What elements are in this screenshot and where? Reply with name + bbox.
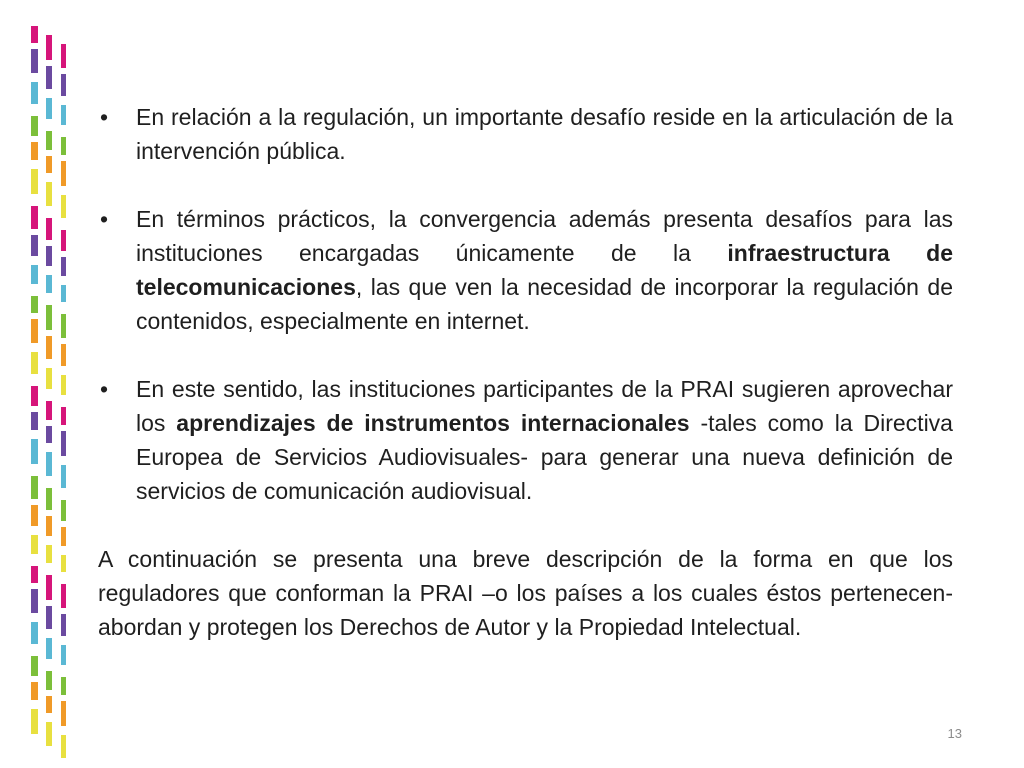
color-strip (46, 131, 52, 150)
color-strip (46, 606, 52, 629)
color-strip (46, 516, 52, 536)
color-strip (31, 535, 38, 554)
bullet-text: -tales como la Directiva Europea de Servicios Audiovisuales- para generar una nueva definición de servicios de comunicación audiovisual. (136, 410, 953, 504)
color-strip (46, 275, 52, 293)
color-strip (31, 26, 38, 43)
color-strip (31, 412, 38, 430)
color-strip (31, 505, 38, 526)
color-strip (61, 407, 66, 425)
bullet-text: En este sentido, las instituciones participantes de la PRAI sugieren aprovechar los (136, 376, 953, 436)
slide-body (98, 100, 953, 644)
color-strip (31, 589, 38, 613)
color-strip (46, 35, 52, 60)
color-strip (61, 195, 66, 218)
color-strip (61, 105, 66, 125)
color-strip (46, 488, 52, 510)
color-strip (31, 656, 38, 676)
color-strip (31, 235, 38, 256)
bullet-text: , las que ven la necesidad de incorporar la regulación de contenidos, especialmente en internet. (136, 274, 953, 334)
color-strip (46, 426, 52, 443)
bullet-item (98, 202, 953, 338)
bullet-emphasis: infraestructura de telecomunicaciones (136, 240, 953, 300)
color-strip (61, 735, 66, 758)
color-strip (46, 368, 52, 389)
color-strip (31, 439, 38, 464)
color-strip (61, 285, 66, 302)
color-strip (31, 142, 38, 160)
bullet-emphasis: aprendizajes de instrumentos internacionales (176, 410, 690, 436)
decorative-color-strips (0, 0, 80, 768)
color-strip (61, 645, 66, 665)
color-strip (61, 614, 66, 636)
color-strip (46, 218, 52, 240)
color-strip (46, 452, 52, 476)
color-strip (46, 575, 52, 600)
color-strip (46, 66, 52, 89)
closing-paragraph: A continuación se presenta una breve descripción de la forma en que los reguladores que conforman la PRAI –o los países a los cuales éstos pertenecen- abordan y protegen los Derechos de Autor y la Propiedad Intelectual. (98, 546, 953, 640)
color-strip (31, 296, 38, 313)
color-strip (31, 319, 38, 343)
color-strip (61, 257, 66, 276)
color-strip (46, 182, 52, 206)
color-strip (61, 74, 66, 96)
bullet-list (98, 100, 953, 508)
color-strip (31, 682, 38, 700)
color-strip (61, 137, 66, 155)
color-strip (46, 305, 52, 330)
color-strip (46, 336, 52, 359)
color-strip (61, 44, 66, 68)
color-strip (31, 169, 38, 194)
slide-number: 13 (947, 726, 962, 741)
color-strip (61, 375, 66, 395)
color-strip (61, 677, 66, 695)
color-strip (31, 116, 38, 136)
color-strip (46, 156, 52, 173)
color-strip (31, 352, 38, 374)
color-strip (61, 344, 66, 366)
color-strip (31, 49, 38, 73)
color-strip (61, 431, 66, 456)
color-strip (31, 709, 38, 734)
color-strip (46, 401, 52, 420)
color-strip (61, 161, 66, 186)
bullet-item (98, 100, 953, 168)
bullet-text: En relación a la regulación, un importante desafío reside en la articulación de la intervención pública. (136, 104, 953, 164)
color-strip (31, 265, 38, 284)
color-strip (46, 638, 52, 659)
color-strip (46, 98, 52, 119)
color-strip (31, 622, 38, 644)
color-strip (46, 696, 52, 713)
color-strip (31, 82, 38, 104)
color-strip (31, 566, 38, 583)
color-strip (61, 500, 66, 521)
color-strip (31, 386, 38, 406)
color-strip (61, 230, 66, 251)
color-strip (46, 671, 52, 690)
bullet-item (98, 372, 953, 508)
color-strip (31, 206, 38, 229)
color-strip (61, 465, 66, 488)
color-strip (61, 584, 66, 608)
color-strip (46, 722, 52, 746)
color-strip (61, 314, 66, 338)
color-strip (46, 246, 52, 266)
bullet-text: En términos prácticos, la convergencia además presenta desafíos para las instituciones encargadas únicamente de la (136, 206, 953, 266)
color-strip (46, 545, 52, 563)
color-strip (61, 555, 66, 572)
color-strip (61, 701, 66, 726)
color-strip (31, 476, 38, 499)
color-strip (61, 527, 66, 546)
